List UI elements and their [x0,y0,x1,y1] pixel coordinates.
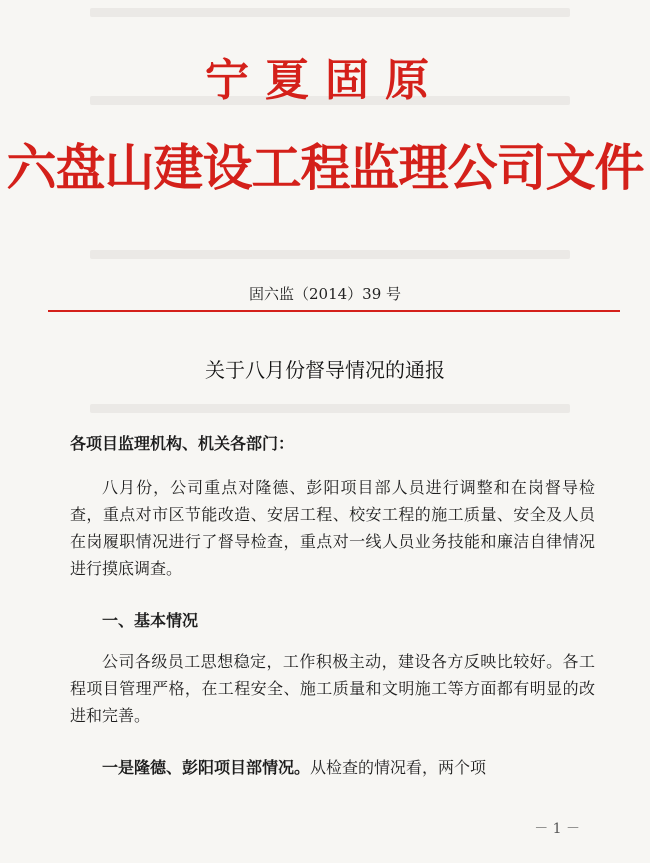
document-number: 固六监（2014）39 号 [248,285,402,303]
paragraph-3-lead: 一是隆德、彭阳项目部情况。 [102,758,311,777]
org-name-line2: 六盘山建设工程监理公司文件 [6,138,644,197]
body-paragraph-2: 公司各级员工思想稳定，工作积极主动，建设各方反映比较好。各工程项目管理严格，在工程安全、施工质量和文明施工等方面都有明显的改进和完善。 [70,652,595,725]
bleed-through-line [90,250,570,259]
document-title: 关于八月份督导情况的通报 [205,358,445,382]
section-heading-1: 一、基本情况 [102,611,199,630]
recipients-line: 各项目监理机构、机关各部门： [70,434,295,453]
paragraph-3-text: 从检查的情况看，两个项 [310,758,487,777]
page-number: － 1 － [534,821,580,837]
bleed-through-line [90,404,570,413]
red-divider [48,310,620,312]
body-paragraph-3 [70,754,595,781]
org-name-line1: 宁夏固原 [205,55,445,106]
bleed-through-line [90,8,570,17]
body-paragraph-1: 八月份，公司重点对隆德、彭阳项目部人员进行调整和在岗督导检查，重点对市区节能改造、安居工程、校安工程的施工质量、安全及人员在岗履职情况进行了督导检查，重点对一线人员业务技能和廉洁自律情况进行摸底调查。 [70,478,595,578]
